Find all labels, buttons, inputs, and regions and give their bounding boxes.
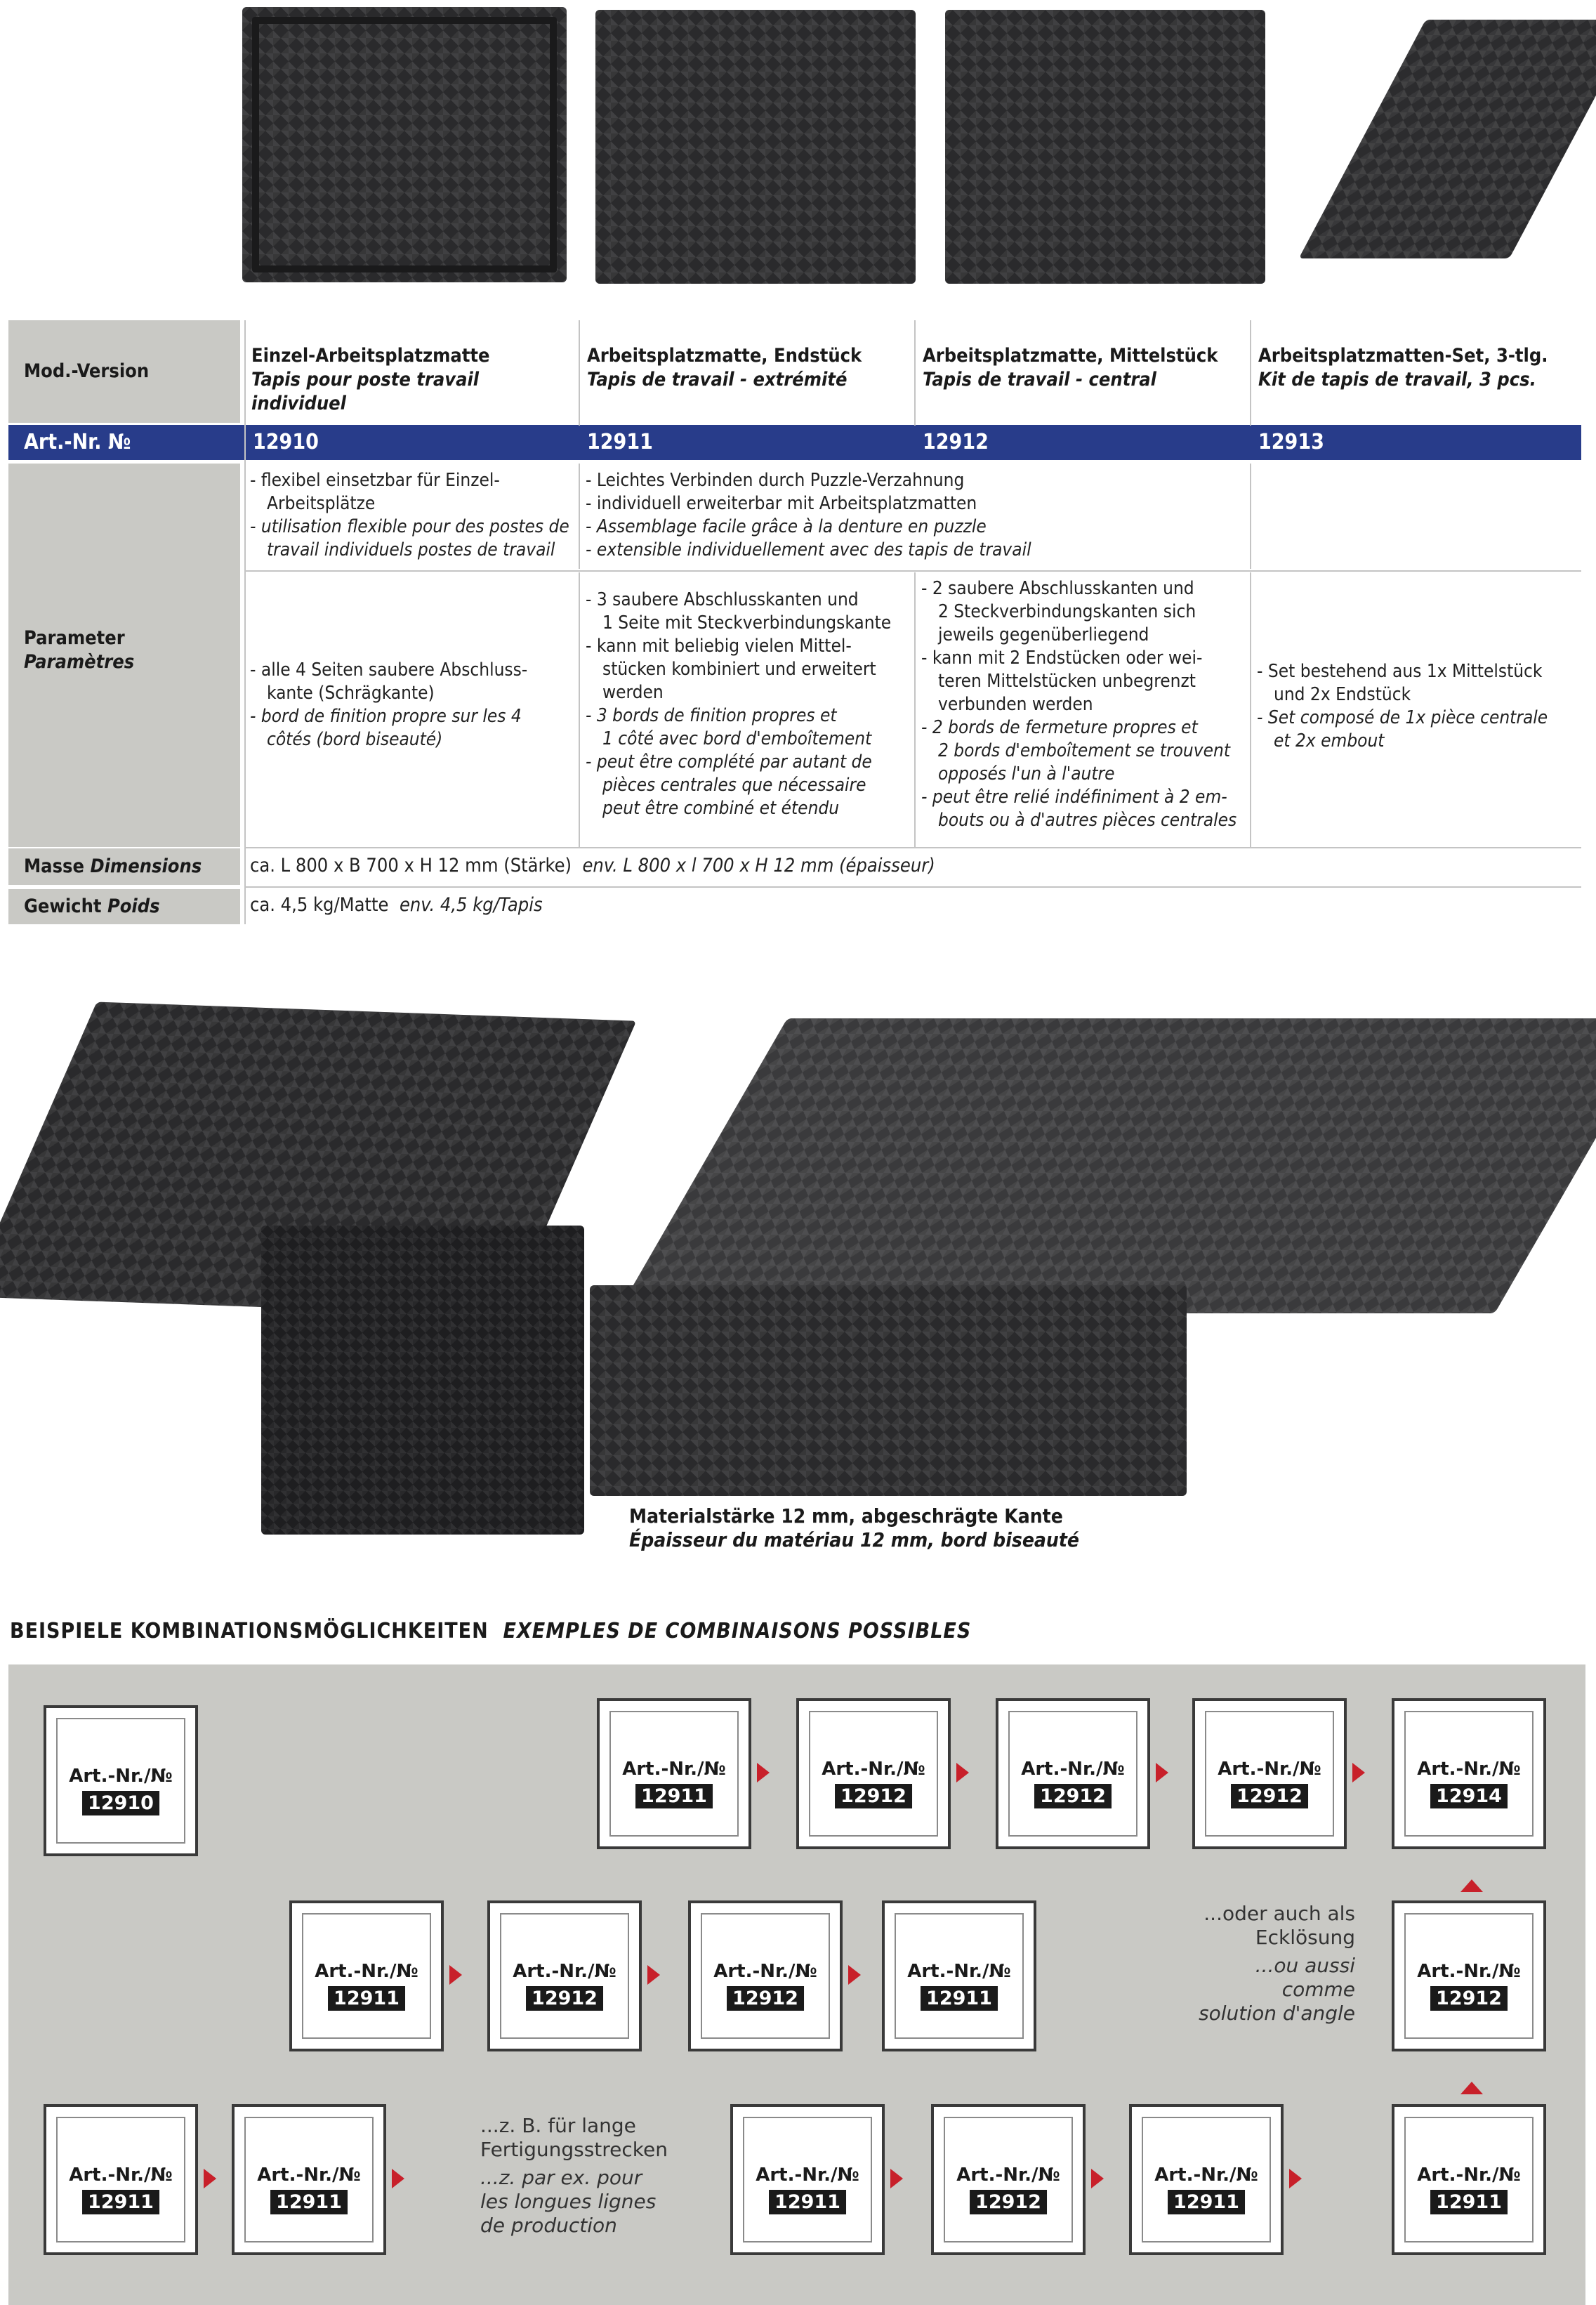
gewicht-value: ca. 4,5 kg/Matte env. 4,5 kg/Tapis xyxy=(250,894,543,916)
tile-artnr: 12911 xyxy=(328,1986,405,2011)
tile-artnr: 12911 xyxy=(1168,2190,1245,2214)
photo-end-piece xyxy=(595,10,916,284)
tile-label: Art.-Nr./№ xyxy=(1154,2165,1258,2186)
tile-label: Art.-Nr./№ xyxy=(69,1766,173,1787)
col3-header: Arbeitsplatzmatte, Mittelstück Tapis de travail - central xyxy=(923,345,1218,390)
tile-artnr: 12912 xyxy=(727,1986,804,2011)
row1-col23-text: - Leichtes Verbinden durch Puzzle-Verzahnung - individuell erweiterbar mit Arbeitsplatzmatten - Assemblage facile grâce à la denture en puzzle - extensible individuellement avec des tapis de travail xyxy=(586,470,1031,560)
tile-artnr: 12912 xyxy=(526,1986,603,2011)
combo-arrow-right xyxy=(890,2169,903,2188)
tile-artnr: 12912 xyxy=(1231,1784,1308,1808)
grid-v3 xyxy=(914,320,916,426)
tile-label: Art.-Nr./№ xyxy=(713,1961,817,1982)
tile-artnr: 12911 xyxy=(769,2190,846,2214)
photo-connected-set xyxy=(617,1018,1596,1313)
tile-label: Art.-Nr./№ xyxy=(257,2165,361,2186)
artnr-label: Art.-Nr. № xyxy=(24,430,131,454)
photo-single-mat xyxy=(242,7,567,282)
combo-arrow-right xyxy=(757,1763,770,1782)
combo-tile-row1-0 xyxy=(44,1705,198,1856)
combo-arrow-right xyxy=(647,1965,660,1985)
combo-tile-row3-0 xyxy=(44,2104,198,2255)
note-corner: ...oder auch als Ecklösung ...ou aussi comme solution d'angle xyxy=(1199,1902,1355,2025)
grid-v8 xyxy=(914,572,916,848)
tile-artnr: 12912 xyxy=(1430,1986,1508,2011)
grid-v4 xyxy=(1250,320,1251,426)
tile-label: Art.-Nr./№ xyxy=(907,1961,1011,1982)
grid-h3 xyxy=(244,886,1581,888)
grid-v9 xyxy=(1250,572,1251,848)
grid-v6 xyxy=(1250,464,1251,569)
tile-artnr: 12912 xyxy=(970,2190,1047,2214)
combo-arrow-right xyxy=(956,1763,969,1782)
combo-arrow-right xyxy=(1156,1763,1168,1782)
tile-label: Art.-Nr./№ xyxy=(1417,1759,1521,1780)
photo-middle-piece xyxy=(945,10,1265,284)
grid-v5 xyxy=(579,464,580,569)
tile-label: Art.-Nr./№ xyxy=(315,1961,418,1982)
combo-tile-row1-5 xyxy=(1392,1698,1546,1849)
grid-h2 xyxy=(244,847,1581,848)
combo-arrow-right xyxy=(1289,2169,1302,2188)
photo-mat-underside xyxy=(261,1226,584,1535)
row1-col1-text: - flexibel einsetzbar für Einzel- Arbeitsplätze - utilisation flexible pour des postes de travail individuels postes de travail xyxy=(250,470,569,560)
tile-label: Art.-Nr./№ xyxy=(1021,1759,1125,1780)
artnr-12912: 12912 xyxy=(923,430,989,454)
tile-label: Art.-Nr./№ xyxy=(622,1759,726,1780)
combo-heading: BEISPIELE KOMBINATIONSMÖGLICHKEITEN EXEMPLES DE COMBINAISONS POSSIBLES xyxy=(10,1619,972,1643)
combo-tile-row1-2 xyxy=(796,1698,951,1849)
tile-artnr: 12912 xyxy=(835,1784,912,1808)
combo-tile-row1-1 xyxy=(597,1698,751,1849)
combo-arrow-right xyxy=(1352,1763,1365,1782)
combo-tile-row2-3 xyxy=(882,1900,1036,2051)
combo-arrow-right xyxy=(204,2169,216,2188)
masse-value: ca. L 800 x B 700 x H 12 mm (Stärke) env. L 800 x l 700 x H 12 mm (épaisseur) xyxy=(250,855,935,876)
combo-tile-row1-3 xyxy=(996,1698,1150,1849)
tile-artnr: 12911 xyxy=(635,1784,713,1808)
combo-arrow-right xyxy=(848,1965,861,1985)
masse-label: Masse Dimensions xyxy=(8,848,240,885)
combo-tile-row2-1 xyxy=(487,1900,642,2051)
tile-label: Art.-Nr./№ xyxy=(69,2165,173,2186)
grid-v7 xyxy=(579,572,580,848)
col2-header: Arbeitsplatzmatte, Endstück Tapis de travail - extrémité xyxy=(587,345,862,390)
grid-v1 xyxy=(244,320,246,924)
tile-label: Art.-Nr./№ xyxy=(822,1759,925,1780)
artnr-12911: 12911 xyxy=(587,430,653,454)
combo-arrow-right xyxy=(392,2169,404,2188)
photo-edge-detail xyxy=(590,1285,1187,1496)
tile-artnr: 12911 xyxy=(1430,2190,1508,2214)
tile-artnr: 12911 xyxy=(270,2190,348,2214)
grid-h1 xyxy=(244,570,1581,572)
photo-mat-set xyxy=(1299,20,1596,258)
combo-tile-row2-4 xyxy=(1392,1900,1546,2051)
col1-header: Einzel-Arbeitsplatzmatte Tapis pour poste travail individuel xyxy=(251,345,490,414)
combo-tile-row3-2 xyxy=(730,2104,885,2255)
parameter-label: Parameter Paramètres xyxy=(8,464,240,847)
row2-col3-text: - 2 saubere Abschlusskanten und 2 Steckverbindungskanten sich jeweils gegenüberliegend - kann mit 2 Endstücken oder wei- teren Mittelstücken unbegrenzt verbunden werden - 2 bords de fermeture propres et 2 bords d'emboîtement se trouvent opposés l'un à l'autre - peut être relié indéfiniment à 2 em- bouts ou à d'autres pièces centrales xyxy=(921,578,1237,831)
tile-artnr: 12911 xyxy=(82,2190,159,2214)
row2-col2-text: - 3 saubere Abschlusskanten und 1 Seite mit Steckverbindungskante - kann mit beliebig vielen Mittel- stücken kombiniert und erweitert werden - 3 bords de finition propres et 1 côté avec bord d'emboîtement - peut être complété par autant de pièces centrales que nécessaire peut être combiné et étendu xyxy=(586,589,892,819)
row2-col1-text: - alle 4 Seiten saubere Abschluss- kante (Schrägkante) - bord de finition propre sur les 4 côtés (bord biseauté) xyxy=(250,659,528,750)
artnr-12910: 12910 xyxy=(253,430,319,454)
tile-artnr: 12914 xyxy=(1430,1784,1508,1808)
tile-label: Art.-Nr./№ xyxy=(1218,1759,1321,1780)
combo-tile-row2-2 xyxy=(688,1900,843,2051)
caption-material: Materialstärke 12 mm, abgeschrägte Kante Épaisseur du matériau 12 mm, bord biseauté xyxy=(629,1504,1079,1551)
combo-arrow-up xyxy=(1460,1879,1483,1892)
combo-tile-row3-3 xyxy=(931,2104,1086,2255)
row2-col4-text: - Set bestehend aus 1x Mittelstück und 2x Endstück - Set composé de 1x pièce centrale et 2x embout xyxy=(1257,661,1548,751)
combo-tile-row2-0 xyxy=(289,1900,444,2051)
tile-label: Art.-Nr./№ xyxy=(1417,2165,1521,2186)
tile-label: Art.-Nr./№ xyxy=(956,2165,1060,2186)
note-long-lines: ...z. B. für lange Fertigungsstrecken ...z. par ex. pour les longues lignes de production xyxy=(480,2114,668,2237)
artnr-12913: 12913 xyxy=(1258,430,1324,454)
gewicht-label: Gewicht Poids xyxy=(8,889,240,924)
combo-tile-row3-4 xyxy=(1129,2104,1284,2255)
combo-tile-row3-1 xyxy=(232,2104,386,2255)
tile-artnr: 12912 xyxy=(1034,1784,1112,1808)
combo-arrow-up xyxy=(1460,2082,1483,2094)
combo-tile-row3-5 xyxy=(1392,2104,1546,2255)
tile-artnr: 12911 xyxy=(921,1986,998,2011)
combo-tile-row1-4 xyxy=(1192,1698,1347,1849)
grid-v2 xyxy=(579,320,580,426)
tile-label: Art.-Nr./№ xyxy=(756,2165,859,2186)
tile-label: Art.-Nr./№ xyxy=(513,1961,616,1982)
col4-header: Arbeitsplatzmatten-Set, 3-tlg. Kit de tapis de travail, 3 pcs. xyxy=(1258,345,1548,390)
mod-version-label: Mod.-Version xyxy=(8,320,240,423)
tile-label: Art.-Nr./№ xyxy=(1417,1961,1521,1982)
combo-arrow-right xyxy=(1091,2169,1104,2188)
combo-arrow-right xyxy=(449,1965,462,1985)
tile-artnr: 12910 xyxy=(82,1791,159,1815)
